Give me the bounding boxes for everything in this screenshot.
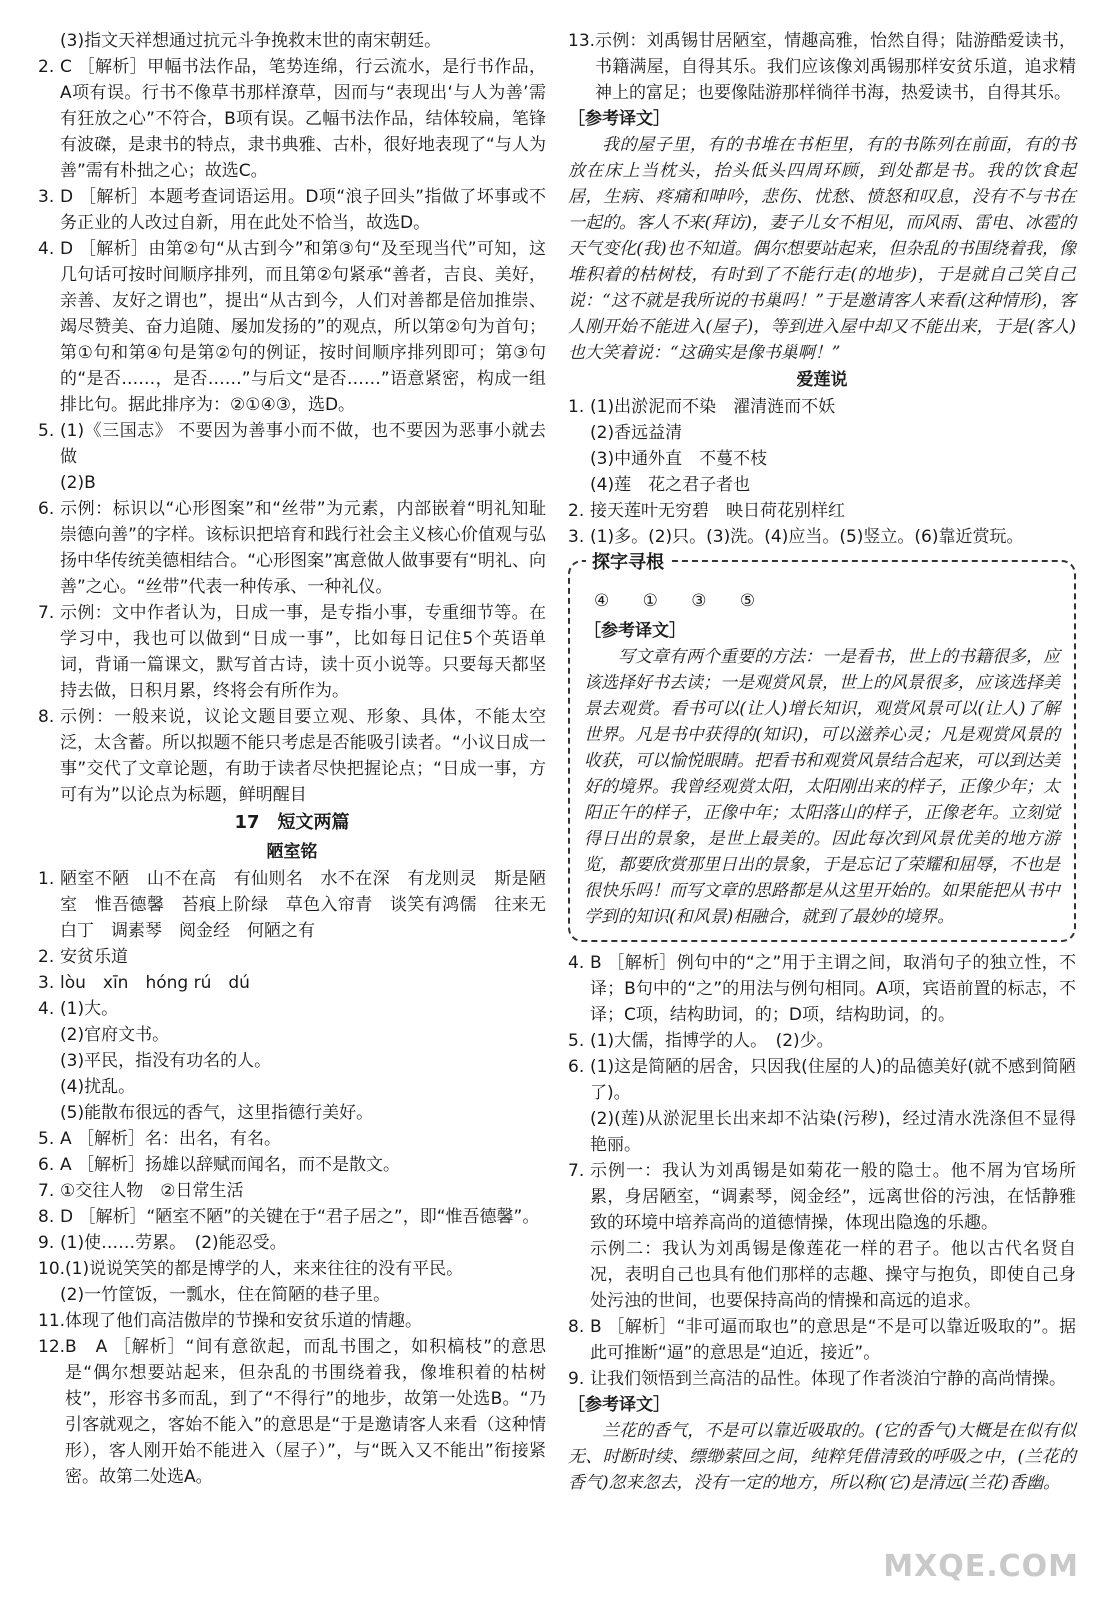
item-text: B ［解析］例句中的“之”用于主谓之间，取消句子的独立性，不译；B句中的“之”的用法与例句相同。A项，宾语前置的标志，不译；C项，结构助词，的；D项，结构助词，的。	[590, 953, 1076, 1025]
item-number: 1.	[38, 869, 55, 889]
item-text: C ［解析］甲幅书法作品，笔势连绵，行云流水，是行书作品，A项有误。行书不像草书那样潦草，因而与“表现出‘与人为善’需有狂放之心”不符合，B项有误。乙幅书法作品，结体较扁，笔锋有波磔，是隶书的特点，隶书典雅、古朴，很好地表现了“与人为善”需有朴拙之心；故选C。	[60, 57, 546, 181]
section-title: 17 短文两篇	[234, 812, 350, 833]
item-text: (2)香远益清	[590, 423, 683, 443]
list-item	[38, 418, 546, 470]
item-text: D ［解析］“陋室不陋”的关键在于“君子居之”，即“惟吾德馨”。	[60, 1207, 540, 1227]
item-number: 7.	[38, 603, 55, 623]
reference-label: ［参考译文］	[568, 109, 670, 129]
item-text: lòu xīn hóng rú dú	[60, 973, 250, 993]
left-column	[38, 28, 546, 1490]
item-text: B ［解析］“非可逼而取也”的意思是“不是可以靠近吸取的”。据此可推断“逼”的意思是“迫近，接近”。	[590, 1317, 1076, 1363]
item-text: 示例一：我认为刘禹锡是如菊花一般的隐士。他不屑为官场所累，身居陋室，“调素琴，阅金经”，远离世俗的污浊，在恬静雅致的环境中培养高尚的道德情操，体现出隐逸的乐趣。	[590, 1161, 1076, 1233]
item-number: 1.	[568, 397, 585, 417]
item-number: 4.	[38, 999, 55, 1019]
item-number: 6.	[38, 499, 55, 519]
section-subtitle: 爱莲说	[796, 370, 848, 390]
list-item	[568, 950, 1076, 1028]
right-items	[568, 394, 1076, 550]
right-column	[568, 28, 1076, 1496]
list-item	[38, 1152, 546, 1178]
list-item	[38, 1100, 546, 1126]
list-item	[38, 944, 546, 970]
item-text: (5)能散布很远的香气，这里指德行美好。	[60, 1103, 374, 1123]
item-text: (2)官府文书。	[60, 1025, 170, 1045]
translation-text: 我的屋子里，有的书堆在书柜里，有的书陈列在前面，有的书放在床上当枕头，抬头低头四周环顾，到处都是书。我的饮食起居，生病、疼痛和呻吟，悲伤、忧愁、愤怒和叹息，没有不与书在一起的。客人不来(拜访)，妻子儿女不相见，而风雨、雷电、冰雹的天气变化(我)也不知道。偶尔想要站起来，但杂乱的书围绕着我，像堆积着的枯树枝，有时到了不能行走(的地步)，于是就自己笑自己说：“这不就是我所说的书巢吗！”于是邀请客人来看(这种情形)，客人刚开始不能进入(屋子)，等到进入屋中却又不能出来，于是(客人)也大笑着说：“这确实是像书巢啊！”	[568, 135, 1076, 363]
item-number: 2.	[38, 57, 55, 77]
list-item	[38, 704, 546, 808]
item-number: 2.	[568, 501, 585, 521]
list-item	[568, 1236, 1076, 1314]
list-item	[568, 394, 1076, 420]
item-text: (1)出淤泥而不染 濯清涟而不妖	[590, 397, 836, 417]
item-number: 8.	[38, 707, 55, 727]
item-text: 示例：刘禹锡甘居陋室，情趣高雅，怡然自得；陆游酷爱读书，书籍满屋，自得其乐。我们应该像刘禹锡那样安贫乐道，追求精神上的富足；也要像陆游那样徜徉书海，热爱读书，自得其乐。	[595, 31, 1076, 103]
explore-box	[568, 552, 1076, 942]
item-text: 体现了他们高洁傲岸的节操和安贫乐道的情趣。	[65, 1311, 423, 1331]
list-item	[38, 1256, 546, 1282]
list-item	[568, 1106, 1076, 1158]
list-item	[38, 866, 546, 944]
list-item	[38, 496, 546, 600]
list-item	[568, 1366, 1076, 1392]
section-subtitle: 陋室铭	[266, 842, 318, 862]
list-item	[38, 970, 546, 996]
item-text: (1)说说笑笑的都是博学的人，来来往往的没有平民。	[65, 1259, 464, 1279]
item-number: 3.	[38, 187, 55, 207]
box-answer: ④ ① ③ ⑤	[594, 591, 770, 611]
item-number: 4.	[38, 239, 55, 259]
list-item	[568, 1028, 1076, 1054]
item-text: (2)一竹筐饭，一瓢水，住在简陋的巷子里。	[60, 1285, 391, 1305]
item-number: 11.	[38, 1311, 66, 1331]
item-number: 5.	[38, 421, 55, 441]
item-text: (2)B	[60, 473, 96, 493]
list-item	[568, 498, 1076, 524]
item-number: 6.	[38, 1155, 55, 1175]
list-item	[38, 600, 546, 704]
list-item	[568, 1054, 1076, 1106]
list-item	[38, 1282, 546, 1308]
list-item	[568, 472, 1076, 498]
item-text: 示例：标识以“心形图案”和“丝带”为元素，内部嵌着“明礼知耻崇德向善”的字样。该标识把培育和践行社会主义核心价值观与弘扬中华传统美德相结合。“心形图案”寓意做人做事要有“明礼、向善”之心。“丝带”代表一种传承、一种礼仪。	[60, 499, 546, 597]
item-text: 示例二：我认为刘禹锡是像莲花一样的君子。他以古代名贤自况，表明自己也具有他们那样的志趣、操守与抱负，即使自己身处污浊的世间，也要保持高尚的情操和高远的追求。	[590, 1239, 1076, 1311]
list-item	[568, 1158, 1076, 1236]
item-text: (4)扰乱。	[60, 1077, 136, 1097]
item-number: 13.	[568, 31, 596, 51]
item-number: 8.	[568, 1317, 585, 1337]
item-text: (2)(莲)从淤泥里长出来却不沾染(污秽)，经过清水洗涤但不显得艳丽。	[590, 1109, 1076, 1155]
box-title: 探字寻根	[586, 550, 670, 576]
item-text: (3)中通外直 不蔓不枝	[590, 449, 768, 469]
left-items	[38, 54, 546, 808]
item-number: 3.	[38, 973, 55, 993]
item-text: A ［解析］扬雄以辞赋而闻名，而不是散文。	[60, 1155, 401, 1175]
list-item	[38, 236, 546, 418]
item-text: (1)《三国志》 不要因为善事小而不做，也不要因为恶事小就去做	[60, 421, 546, 467]
item-number: 9.	[38, 1233, 55, 1253]
item-number: 12.	[38, 1337, 66, 1357]
item-number: 10.	[38, 1259, 66, 1279]
item-text: 示例：一般来说，议论文题目要立观、形象、具体，不能太空泛，太含蓄。所以拟题不能只考虑是否能吸引读者。“小议日成一事”交代了文章论题，有助于读者尽快把握论点；“日成一事，方可有为”以论点为标题，鲜明醒目	[60, 707, 546, 805]
item-text: (1)多。(2)只。(3)洗。(4)应当。(5)竖立。(6)靠近赏玩。	[590, 527, 1024, 547]
list-item	[568, 420, 1076, 446]
item-text: 安贫乐道	[60, 947, 128, 967]
list-item	[38, 1178, 546, 1204]
right-items-2	[568, 950, 1076, 1392]
list-item	[568, 446, 1076, 472]
watermark: MXQE.COM	[883, 1549, 1079, 1584]
list-item	[38, 184, 546, 236]
item-text: 让我们领悟到兰高洁的品性。体现了作者淡泊宁静的高尚情操。	[590, 1369, 1066, 1389]
list-item	[38, 54, 546, 184]
list-item	[38, 470, 546, 496]
list-item	[38, 1204, 546, 1230]
item-number: 2.	[38, 947, 55, 967]
translation-text-2: 兰花的香气，不是可以靠近吸取的。(它的香气)大概是在似有似无、时断时续、缥缈萦回之间，纯粹凭借清致的呼吸之中，(兰花的香气)忽来忽去，没有一定的地方，所以称(它)是清远(兰花)香幽。	[568, 1421, 1076, 1493]
item-text: (3)平民，指没有功名的人。	[60, 1051, 272, 1071]
item-text: A ［解析］名：出名，有名。	[60, 1129, 282, 1149]
item-text: 示例：文中作者认为，日成一事，是专指小事，专重细节等。在学习中，我也可以做到“日成一事”，比如每日记住5个英语单词，背诵一篇课文，默写首古诗，读十页小说等。只要每天都坚持去做，日积月累，终将会有所作为。	[60, 603, 546, 701]
box-reference-label: ［参考译文］	[584, 621, 686, 641]
item-number: 9.	[568, 1369, 585, 1389]
list-item	[38, 1308, 546, 1334]
item-text: 陋室不陋 山不在高 有仙则名 水不在深 有龙则灵 斯是陋室 惟吾德馨 苔痕上阶绿 草色入帘青 谈笑有鸿儒 往来无白丁 调素琴 阅金经 何陋之有	[60, 869, 546, 941]
item-text: D ［解析］本题考查词语运用。D项“浪子回头”指做了坏事或不务正业的人改过自新，用在此处不恰当，故选D。	[60, 187, 546, 233]
list-item	[38, 1230, 546, 1256]
list-item	[568, 524, 1076, 550]
item-text: (1)大儒，指博学的人。 (2)少。	[590, 1031, 834, 1051]
item-number: 8.	[38, 1207, 55, 1227]
left-items-2	[38, 866, 546, 1490]
item-text: (1)使……劳累。 (2)能忍受。	[60, 1233, 287, 1253]
list-item	[38, 1022, 546, 1048]
item-number: 3.	[568, 527, 585, 547]
item-number: 4.	[568, 953, 585, 973]
list-item	[38, 1048, 546, 1074]
item-number: 7.	[38, 1181, 55, 1201]
item-text: (1)大。	[60, 999, 119, 1019]
item-text: 接天莲叶无穷碧 映日荷花别样红	[590, 501, 845, 521]
item-text: ①交往人物 ②日常生活	[60, 1181, 244, 1201]
item-text: D ［解析］由第②句“从古到今”和第③句“及至现当代”可知，这几句话可按时间顺序排列，而且第②句紧承“善者，吉良、美好，亲善、友好之谓也”，提出“从古到今，人们对善都是倍加推崇、竭尽赞美、奋力追随、屡加发扬的”的观点，所以第②句为首句；第①句和第④句是第②句的例证，按时间顺序排列即可；第③句的“是否……，是否……”与后文“是否……”语意紧密，构成一组排比句。据此排序为：②①④③，选D。	[60, 239, 546, 415]
list-item	[38, 1334, 546, 1490]
item-number: 7.	[568, 1161, 585, 1181]
item-text: (1)这是简陋的居舍，只因我(住屋的人)的品德美好(就不感到简陋了)。	[590, 1057, 1076, 1103]
list-item	[568, 1314, 1076, 1366]
list-item	[38, 996, 546, 1022]
reference-label-2: ［参考译文］	[568, 1395, 670, 1415]
item-number: 6.	[568, 1057, 585, 1077]
list-item	[38, 1074, 546, 1100]
item-text: (4)莲 花之君子者也	[590, 475, 751, 495]
box-translation: 写文章有两个重要的方法：一是看书，世上的书籍很多，应该选择好书去读；一是观赏风景，世上的风景很多，应该选择美景去观赏。看书可以(让人)增长知识，观赏风景可以(让人)了解世界。凡是书中获得的(知识)，可以滋养心灵；凡是观赏风景的收获，可以愉悦眼睛。把看书和观赏风景结合起来，可以到达美好的境界。我曾经观赏太阳，太阳刚出来的样子，正像少年；太阳正午的样子，正像中年；太阳落山的样子，正像老年。立刻觉得日出的景象，是世上最美的。因此每次到风景优美的地方游览，都要欣赏那里日出的景象，于是忘记了荣耀和屈辱，不也是很快乐吗！而写文章的思路都是从这里开始的。如果能把从书中学到的知识(和风景)相融合，就到了最妙的境界。	[584, 647, 1060, 927]
item-text: B A ［解析］“间有意欲起，而乱书围之，如积槁枝”的意思是“偶尔想要站起来，但杂乱的书围绕着我，像堆积着的枯树枝”，形容书多而乱，到了“不得行”的地步，故第一处选B。“乃引客就观之，客始不能入”的意思是“于是邀请客人来看（这种情形），客人刚开始不能进入（屋子）”，与“既入又不能出”衔接紧密。故第二处选A。	[65, 1337, 546, 1487]
item-number: 5.	[38, 1129, 55, 1149]
list-item	[38, 1126, 546, 1152]
item-number: 5.	[568, 1031, 585, 1051]
list-item	[568, 28, 1076, 106]
top-line: (3)指文天祥想通过抗元斗争挽救末世的南宋朝廷。	[60, 31, 442, 51]
